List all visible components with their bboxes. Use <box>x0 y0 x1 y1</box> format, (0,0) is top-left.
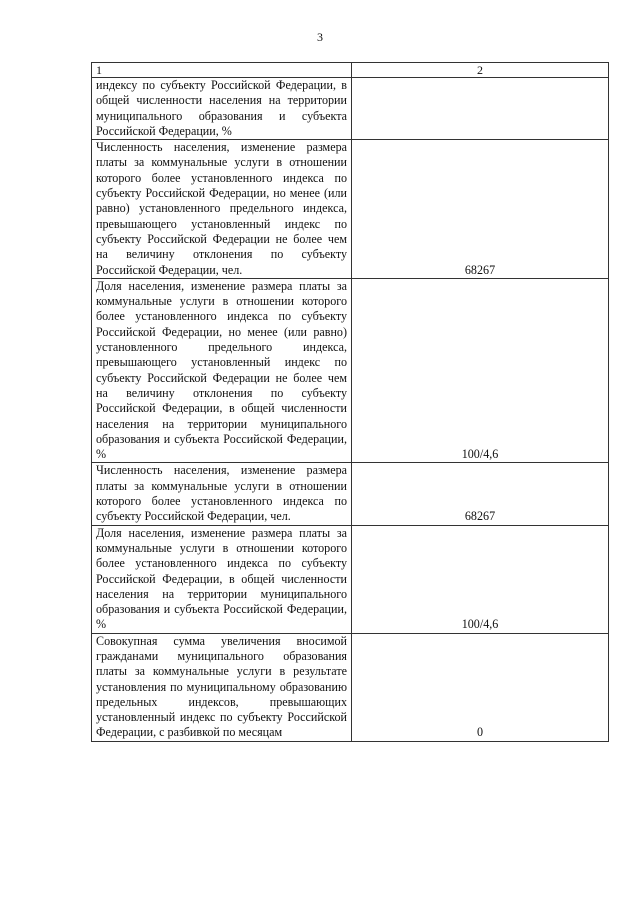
table-row <box>92 633 609 741</box>
row-label: Доля населения, изменение размера платы за коммунальные услуги в отношении которого более установленного индекса по субъекту Российской Федерации, но менее (или равно) установленного предельного индекса, превышающего установленный индекс по субъекту Российской Федерации не более чем на величину отклонения по субъекту Российской Федерации, в общей численности населения на территории муниципального образования и субъекта Российской Федерации, % <box>92 278 352 463</box>
row-label: Численность населения, изменение размера платы за коммунальные услуги в отношении которого более установленного индекса по субъекту Российской Федерации, чел. <box>92 463 352 525</box>
table-row <box>92 140 609 279</box>
data-table <box>91 62 609 742</box>
page-number: 3 <box>317 30 323 44</box>
table-row <box>92 278 609 463</box>
row-label: Доля населения, изменение размера платы за коммунальные услуги в отношении которого более установленного индекса по субъекту Российской Федерации, в общей численности населения на территории муниципального образования и субъекта Российской Федерации, % <box>92 525 352 633</box>
row-value: 68267 <box>352 140 609 279</box>
column-header-1: 1 <box>92 63 352 78</box>
row-label: Совокупная сумма увеличения вносимой гражданами муниципального образования платы за коммунальные услуги в результате установления по муниципальному образованию предельных индексов, превышающих установленный индекс по субъекту Российской Федерации, с разбивкой по месяцам <box>92 633 352 741</box>
table-row <box>92 525 609 633</box>
row-label: Численность населения, изменение размера платы за коммунальные услуги в отношении которого более установленного индекса по субъекту Российской Федерации, но менее (или равно) установленного предельного индекса, превышающего установленный индекс по субъекту Российской Федерации не более чем на величину отклонения по субъекту Российской Федерации, чел. <box>92 140 352 279</box>
row-label: индексу по субъекту Российской Федерации, в общей численности населения на территории муниципального образования и субъекта Российской Федерации, % <box>92 78 352 140</box>
row-value: 100/4,6 <box>352 525 609 633</box>
table-header-row <box>92 63 609 78</box>
row-value: 100/4,6 <box>352 278 609 463</box>
row-value <box>352 78 609 140</box>
table-row <box>92 78 609 140</box>
table-row <box>92 463 609 525</box>
row-value: 0 <box>352 633 609 741</box>
column-header-2: 2 <box>352 63 609 78</box>
row-value: 68267 <box>352 463 609 525</box>
